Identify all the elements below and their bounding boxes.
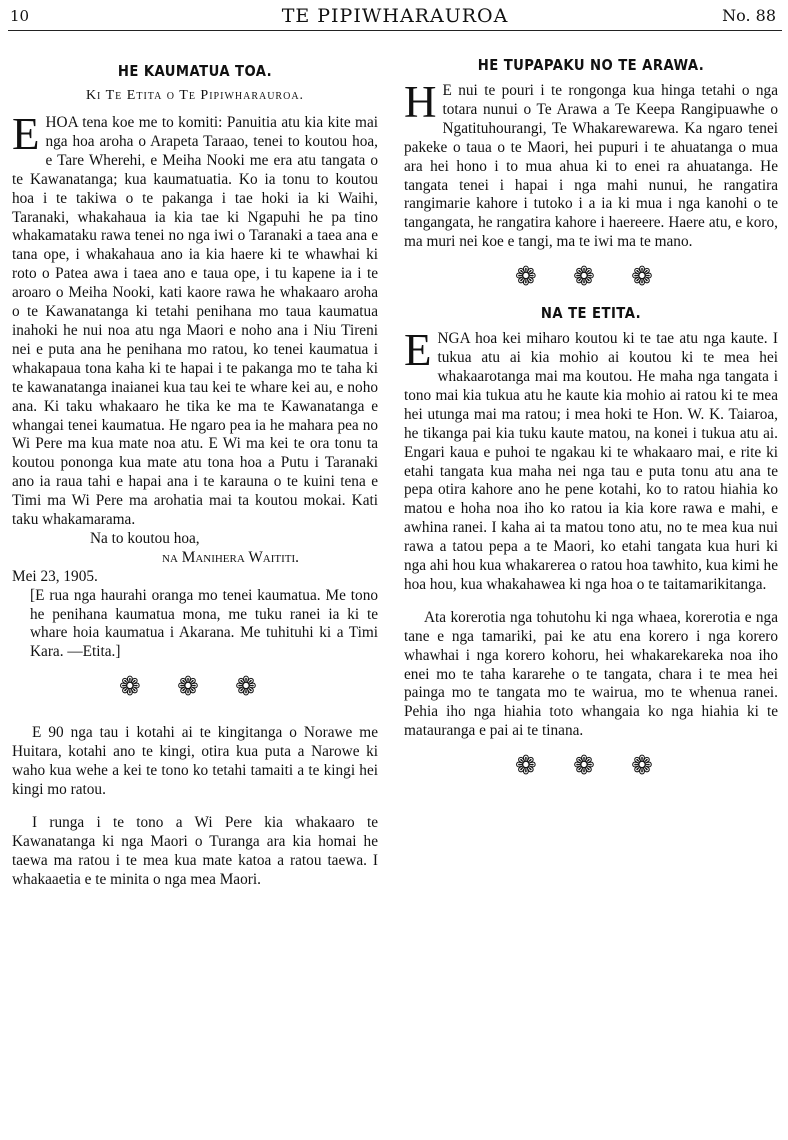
- article-heading-tupapaku: HE TUPAPAKU NO TE ARAWA.: [477, 56, 705, 74]
- right-column: [404, 44, 778, 793]
- page-number: 10: [10, 7, 30, 25]
- signoff-line-1: Na to koutou hoa,: [90, 529, 200, 547]
- article-subheading: Ki Te Etita o Te Pipiwharauroa.: [85, 88, 305, 103]
- article-heading-kaumatua: HE KAUMATUA TOA.: [117, 62, 273, 80]
- drop-cap: E: [404, 325, 432, 376]
- letter-date: Mei 23, 1905.: [12, 567, 98, 585]
- article-tupapaku-text: E nui te pouri i te rongonga kua hinga tetahi o nga totara nunui o Te Arawa a Te Keepa Rangipuawhe o Ngatituhourangi, Te Whakarewarewa. Ka ngaro tenei pakeke o taua o te Maori, hei pupuri i te ahuatanga o mua ara hei hono i to mua ahua ki to enei ra ahuatanga. He tangata tenei i hapai i nga mahi nunui, he rangatira rangimarie kahore i tutoko i a ia ki mua i nga kanohi o te tangangata, he rangatira kahore i haereere. Haere atu, e koro, ma muri nei koe e tangi, ma te iwi ma te mano.: [404, 82, 778, 251]
- signoff-line-2: na Manihera Waititi.: [162, 548, 299, 566]
- ornament-divider: ❁ ❁ ❁: [119, 672, 271, 703]
- paragraph-norway: E 90 nga tau i kotahi ai te kingitanga o Norawe me Huitara, kotahi ano te kingi, otira kua puta a Narowe ki waho kua wehe a kei te tono ko tetahi tamaiti a te kingi hei kingi mo ratou.: [12, 724, 378, 798]
- issue-number: No. 88: [722, 6, 776, 25]
- ornament-divider: ❁ ❁ ❁: [515, 262, 667, 293]
- newspaper-title: TE PIPIWHARAUROA: [281, 5, 509, 27]
- letter-text: HOA tena koe me to komiti: Panuitia atu kia kite mai nga hoa aroha o Arapeta Taraao, tenei to koutou hoa, e Tare Wherehi, e Meiha Nooki me era atu tangata o te Kawanatanga; kua kaumatuatia. Ko ia tonu to koutou hoa i te takiwa o te pakanga i tae hoki ia ki Waihi, Taranaki, whakahaua ia kia tae ki Ngapuhi he pa tino whakamataku rawa tenei no nga iwi o Taranaki a taea ana e tana ope, i whakahaua ano ia kia haere ki te whawhai ki roto o Patea awa i taea ano e taua ope, i tu kapene ia i te aroaro o Meiha Nooki, kati kaore rawa he whakaaro aroha o te Kawanatanga ki tetahi penihana mo taua kaumatua inahoki he nui noa atu nga Maori e noho ana i Niu Tireni nei e puta ana he penihana mo ratou, ko tenei kaumatua i whakapaua tona kaha ki te hapai i te pakanga mo te taha ki te kawanatanga inaianei kua tau kei te whare kei au, e noho ana. Ki taku whakaaro he tika ke ma te Kawanatanga e whangai tenei kaumatua. He ngaro pea ia he mahara pea no Wi Pere ma kua mate noa atu. E Wi ma kei te ora tonu ta koutou pononga kua mate atu tona hoa a Putu i Taranaki ano ia raua tahi e hapai ana i te karauna o te kuini tena e Timi ma Wi Pere ma arohatia mai ta koutou mokai. Kati taku whakamarama.: [12, 114, 378, 529]
- left-column: [12, 44, 378, 890]
- article-etita-body: [404, 325, 778, 595]
- drop-cap: H: [404, 77, 437, 127]
- ornament-divider-bottom: ❁ ❁ ❁: [515, 751, 667, 782]
- paragraph-potatoes: I runga i te tono a Wi Pere kia whakaaro te Kawanatanga ki nga Maori o Turanga ara kia homai he taewa ma ratou i te mea kua mate katoa a ratou taewa. I whakaaetia e te minita o nga mea Maori.: [12, 813, 378, 888]
- letter-body: [12, 109, 378, 530]
- article-etita-text: NGA hoa kei miharo koutou ki te tae atu nga kaute. I tukua atu ai kia mohio ai koutou ki te mea hei whakaarotanga mai ma koutou. He maha nga tangata i tono mai kia tukua atu he kaute kia mohio ai ratou ki te mea hei utunga mai ma ratou; i mea hoki te Hon. W. K. Taiaroa, he tikanga pai kia tuku kaute matou, na konei i tukua atu ai. Engari kaua e puhoi te ngakau ki te whakaaro mai, e rite ki etahi tangata kua maha nei nga tau e puta tonu atu ana te pepa otira kahore ano he pene kotahi, ko to ratou hiahia ko matou e hoha noa iho ko ratou ia kia kore rawa e mahi, e awhina ranei. I kaha ai ta matou tono atu, no te mea kua nui rawa a tatou pepa a te Maori, ko etahi tangata kua huri ki nga ahi hou kua whakarerea o ratou hoa tawhito, kua kimi he hoa hou, kua whakahawea ki nga hoa o te taitamarikitanga.: [404, 330, 778, 593]
- article-tupapaku-body: [404, 77, 778, 252]
- article-etita-paragraph-2: Ata korerotia nga tohutohu ki nga whaea, korerotia e nga tane e nga tamariki, pai ke atu ena korero i nga korero whawhai i nga korero kohoru, hei whakarekareka noa iho enei mo te taha kararehe o te tangata, chara i te mea hei painga mo te tangata mo te wairua, mo te whenua ranei. Pehia iho nga hiahia toto whangaia ko nga hiahia ki te matauranga e pai ai te tinana.: [404, 608, 778, 740]
- page-header: [8, 4, 782, 31]
- article-heading-etita: NA TE ETITA.: [540, 304, 642, 323]
- drop-cap: E: [12, 109, 40, 159]
- editor-note: [E rua nga haurahi oranga mo tenei kaumatua. Me tono he penihana kaumatua mona, me tuku ranei ia ki te whare hoia kaumatua i Akarana. Me tuhituhi ki a Timi Kara. —Etita.]: [30, 586, 378, 661]
